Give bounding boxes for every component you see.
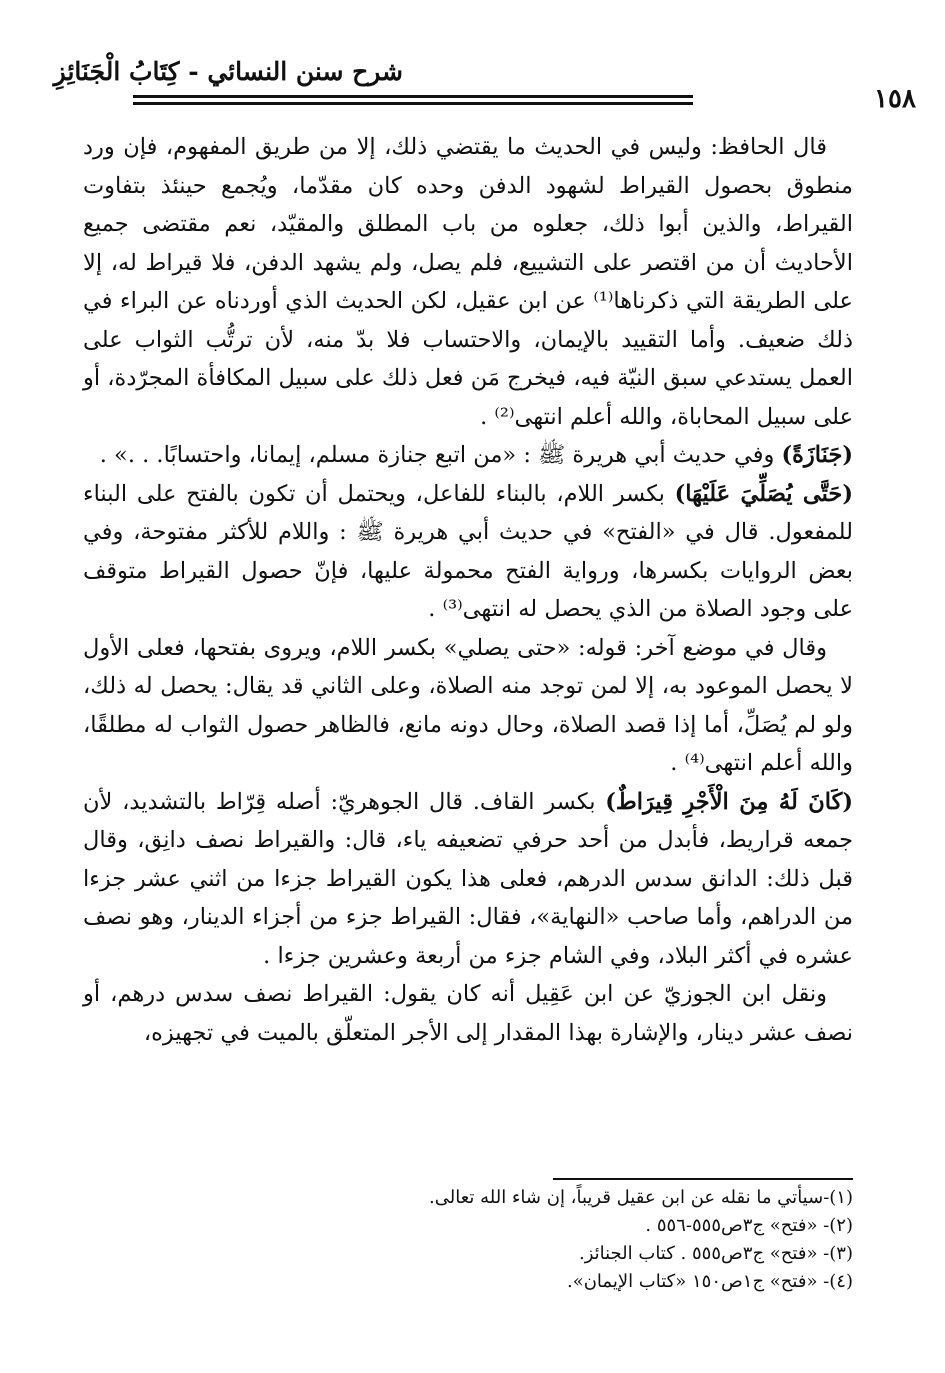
footnotes — [83, 1184, 853, 1296]
commentary-term: (جَنَازَةً) — [781, 442, 853, 468]
footnote: (١)-سيأتي ما نقله عن ابن عقيل قريباً، إن شاء الله تعالى. — [429, 1187, 853, 1208]
header-rule-line — [133, 95, 693, 98]
main-text — [83, 128, 853, 1052]
header-rule-line — [133, 102, 693, 105]
paragraph: قال الحافظ: وليس في الحديث ما يقتضي ذلك، إلا من طريق المفهوم، فإن ورد منطوق بحصول القيراط لشهود الدفن وحده كان مقدّما، ويُجمع حينئذ بتفاوت القيراط، والذين أبوا ذلك، جعلوه من باب المطلق والمقيّد، نعم مقتضى جميع الأحاديث أن من اقتصر على التشييع، فلم يصل، ولم يشهد الدفن، فلا قيراط له، إلا على الطريقة التي ذكرناها⁽¹⁾ عن ابن عقيل، لكن الحديث الذي أوردناه عن البراء في ذلك ضعيف. وأما التقييد بالإيمان، والاحتساب فلا بدّ منه، لأن ترتُّب الثواب على العمل يستدعي سبق النيّة فيه، فيخرج مَن فعل ذلك على سبيل المكافأة المجرّدة، أو على سبيل المحاباة، والله أعلم انتهى⁽²⁾ . — [83, 134, 853, 430]
paragraph: وقال في موضع آخر: قوله: «حتى يصلي» بكسر اللام، ويروى بفتحها، فعلى الأول لا يحصل الموعود به، إلا لمن توجد منه الصلاة، وعلى الثاني قد يقال: يحصل له ذلك، ولو لم يُصَلِّ، أما إذا قصد الصلاة، وحال دونه مانع، فالظاهر حصول الثواب له مطلقًا، والله أعلم انتهى⁽⁴⁾ . — [83, 634, 853, 776]
footnote-separator — [553, 1178, 853, 1180]
paragraph — [83, 436, 853, 475]
paragraph: ونقل ابن الجوزيّ عن ابن عَقِيل أنه كان يقول: القيراط نصف سدس درهم، أو نصف عشر دينار، والإشارة بهذا المقدار إلى الأجر المتعلّق بالميت في تجهيزه، — [83, 981, 853, 1046]
paragraph-text: بكسر القاف. قال الجوهريّ: أصله قِرّاط بالتشديد، لأن جمعه قراريط، فأبدل من أحد حرفي تضعيفه ياء، قال: والقيراط نصف دانِق، وقال قبل ذلك: الدانق سدس الدرهم، فعلى هذا يكون القيراط جزءا من اثني عشر جزءا من الدراهم، وأما صاحب «النهاية»، فقال: القيراط جزء من أجزاء الدينار، وهو نصف عشره في أكثر البلاد، وفي الشام جزء من أربعة وعشرين جزءا . — [83, 788, 853, 969]
commentary-term: (حَتَّى يُصَلِّيَ عَلَيْهَا) — [674, 480, 853, 507]
footnote: (٣)- «فتح» ج٣ص٥٥٥ . كتاب الجنائز. — [578, 1243, 853, 1264]
paragraph-text: بكسر اللام، بالبناء للفاعل، ويحتمل أن تكون بالفتح على البناء للمفعول. قال في «الفتح» في حديث أبي هريرة ﷺ : واللام للأكثر مفتوحة، وفي بعض الروايات بكسرها، ورواية الفتح محمولة عليها، فإنّ حصول القيراط متوقف على وجود الصلاة من الذي يحصل له انتهى⁽³⁾ . — [83, 480, 853, 622]
footnote: (٢)- «فتح» ج٣ص٥٥٥-٥٥٦ . — [645, 1215, 853, 1236]
page-number: ١٥٨ — [874, 84, 916, 114]
footnote: (٤)- «فتح» ج١ص١٥٠ «كتاب الإيمان». — [566, 1271, 853, 1292]
paragraph — [83, 783, 853, 976]
paragraph-text: وفي حديث أبي هريرة ﷺ : «من اتبع جنازة مسلم، إيمانا، واحتسابًا. . .» . — [99, 442, 782, 468]
running-header-title: شرح سنن النسائي - كِتَابُ الْجَنَائِزِ — [53, 57, 403, 86]
paragraph — [83, 475, 853, 629]
commentary-term: (كَانَ لَهُ مِنَ الْأَجْرِ قِيرَاطٌ) — [605, 788, 853, 815]
header-double-rule — [133, 92, 853, 110]
